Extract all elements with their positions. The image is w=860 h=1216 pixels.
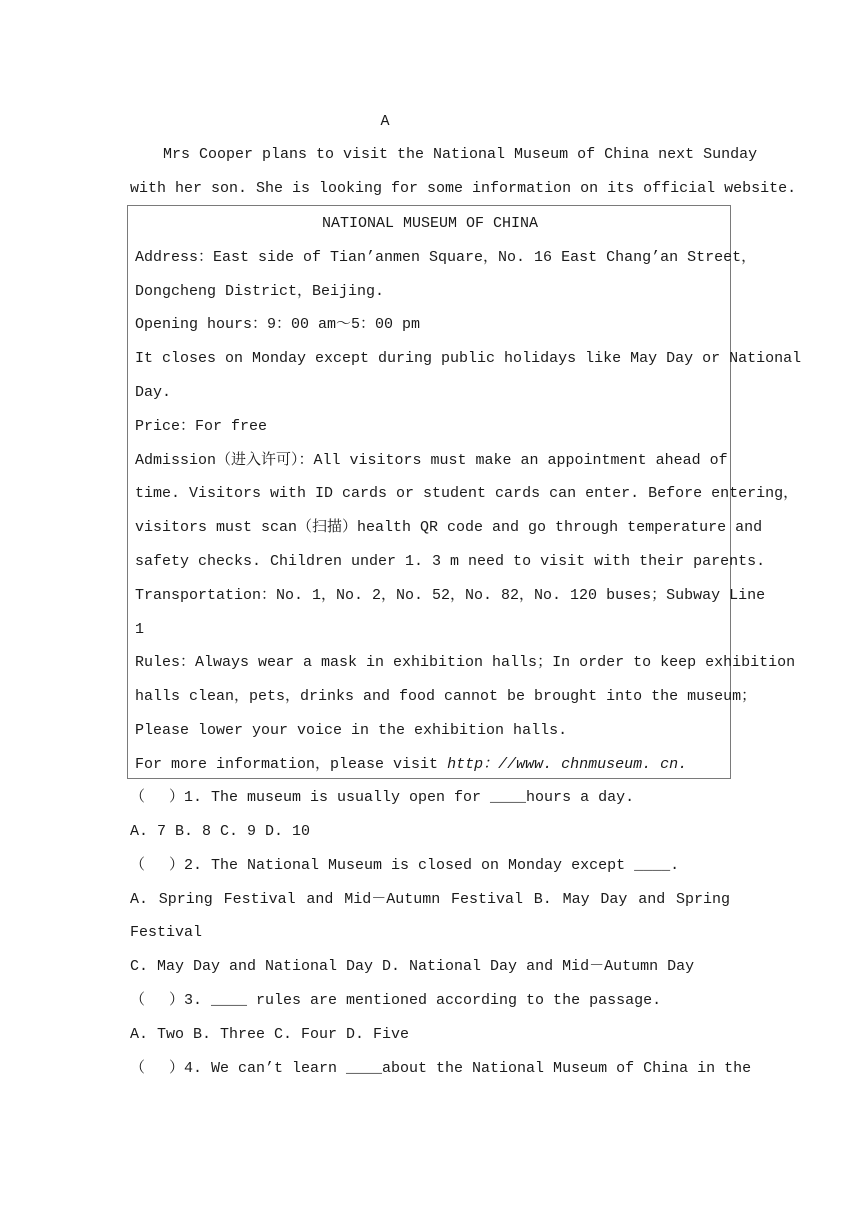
notice-address-line-2: Dongcheng District，Beijing. [135,283,385,300]
notice-hours: Opening hours：9：00 am～5：00 pm [135,316,421,333]
question-2-options-line-2: Festival [130,924,203,941]
notice-price: Price：For free [135,418,268,435]
question-1-stem: （ ）1. The museum is usually open for ____hours a day. [130,789,635,806]
website-link[interactable]: http：//www. chnmuseum. cn. [447,756,688,773]
notice-admission-line-3: visitors must scan（扫描）health QR code and go through temperature and [135,519,763,536]
question-3-options: A. Two B. Three C. Four D. Five [130,1026,410,1043]
question-2-stem: （ ）2. The National Museum is closed on Monday except ____. [130,857,680,874]
notice-admission-line-2: time. Visitors with ID cards or student cards can enter. Before entering， [135,485,799,502]
notice-admission-line-1: Admission（进入许可）：All visitors must make an appointment ahead of [135,452,728,469]
question-4-stem: （ ）4. We can’t learn ____about the National Museum of China in the [130,1060,752,1077]
notice-more-info [135,754,725,776]
question-2-options-line-1: A. Spring Festival and Mid－Autumn Festival B. May Day and Spring [130,891,730,908]
question-3-stem: （ ）3. ____ rules are mentioned according to the passage. [130,992,662,1009]
notice-transport-line-1: Transportation：No. 1，No. 2，No. 52，No. 82，No. 120 buses；Subway Line [135,587,766,604]
notice-closes-line-2: Day. [135,384,172,401]
intro-line-2: with her son. She is looking for some information on its official website. [130,180,797,197]
more-info-prefix: For more information，please visit [135,756,448,773]
notice-transport-line-2: 1 [135,621,145,638]
notice-rules-line-3: Please lower your voice in the exhibition halls. [135,722,568,739]
question-1-options: A. 7 B. 8 C. 9 D. 10 [130,823,311,840]
notice-address-line-1: Address：East side of Tian’anmen Square，No. 16 East Chang’an Street， [135,249,757,266]
intro-line-1: Mrs Cooper plans to visit the National Museum of China next Sunday [163,146,758,163]
notice-admission-line-4: safety checks. Children under 1. 3 m need to visit with their parents. [135,553,766,570]
notice-rules-line-1: Rules：Always wear a mask in exhibition halls；In order to keep exhibition [135,654,796,671]
section-label: A [380,113,390,130]
question-2-options-line-3: C. May Day and National Day D. National Day and Mid－Autumn Day [130,958,695,975]
notice-closes-line-1: It closes on Monday except during public holidays like May Day or National [135,350,802,367]
notice-title: NATIONAL MUSEUM OF CHINA [321,215,539,232]
notice-box [127,205,802,779]
notice-rules-line-2: halls clean，pets，drinks and food cannot be brought into the museum； [135,688,757,705]
